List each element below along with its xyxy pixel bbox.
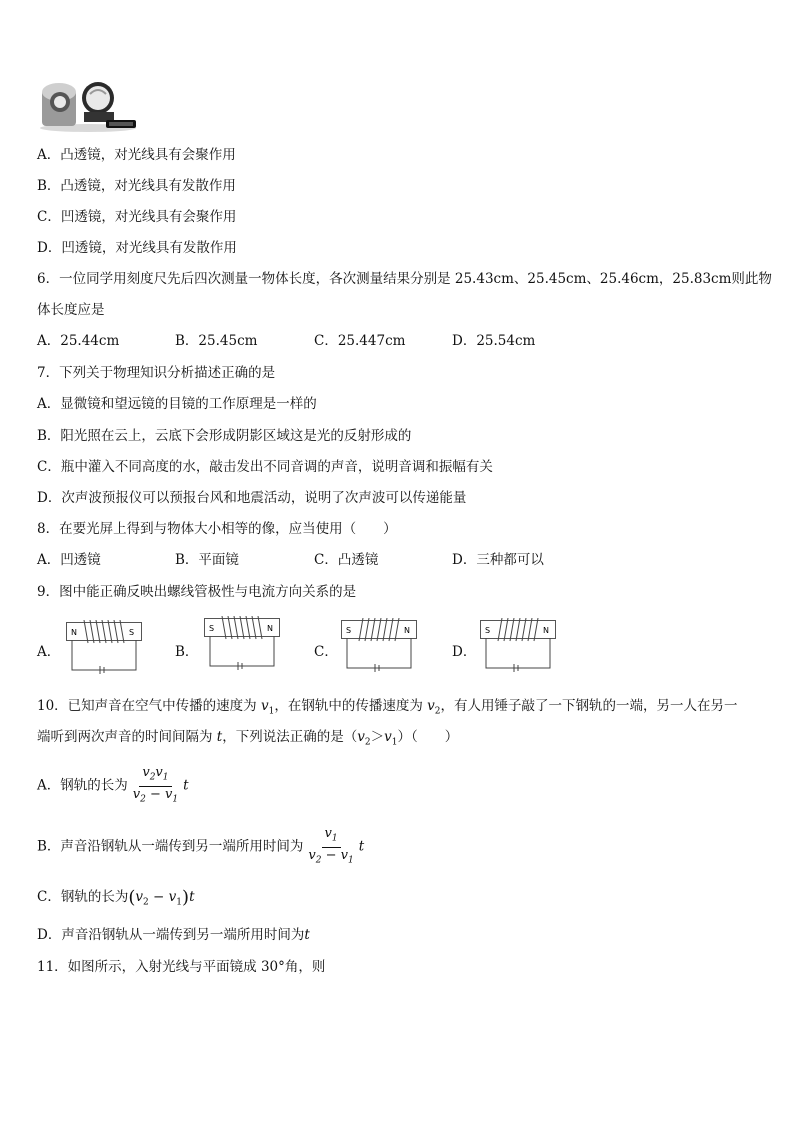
pole-right-a: S xyxy=(129,628,135,637)
q8-option-b: B．平面镜 xyxy=(175,552,239,568)
q9-diagram-a xyxy=(66,620,142,676)
q9-diagram-d xyxy=(480,618,556,674)
q9-diagram-b xyxy=(204,616,280,672)
q6-stem-line2: 体长度应是 xyxy=(37,302,105,318)
q9-label-b: B． xyxy=(175,644,199,660)
pole-right-d: N xyxy=(543,626,549,635)
q7-option-c: C．瓶中灌入不同高度的水，敲击发出不同音调的声音，说明音调和振幅有关 xyxy=(37,459,493,475)
q8-option-d: D．三种都可以 xyxy=(452,552,544,568)
q10-option-a: A．钢轨的长为 $\frac{v_2v_1}{v_2 - v_1}$ t xyxy=(37,765,189,805)
q5-option-b: B．凸透镜，对光线具有发散作用 xyxy=(37,178,236,194)
q10-option-b: B．声音沿钢轨从一端传到另一端所用时间为 $\frac{v_1}{v_2 - v_1}$ t xyxy=(37,826,365,866)
q11-stem: 11．如图所示，入射光线与平面镜成 30°角，则 xyxy=(37,959,326,975)
pole-right-b: N xyxy=(267,624,273,633)
q10-option-d: D．声音沿钢轨从一端传到另一端所用时间为t xyxy=(37,927,310,943)
lens-photo xyxy=(38,80,138,132)
q9-label-a: A． xyxy=(37,644,61,660)
q7-option-d: D．次声波预报仪可以预报台风和地震活动，说明了次声波可以传递能量 xyxy=(37,490,467,506)
q10-option-c: C．钢轨的长为$(v_2 - v_1)t$ xyxy=(37,887,195,908)
q7-option-a: A．显微镜和望远镜的目镜的工作原理是一样的 xyxy=(37,396,317,412)
q7-option-b: B．阳光照在云上，云底下会形成阴影区域这是光的反射形成的 xyxy=(37,428,412,444)
pole-left-b: S xyxy=(209,624,215,633)
q6-stem-line1: 6．一位同学用刻度尺先后四次测量一物体长度，各次测量结果分别是 25.43cm、25.45cm、25.46cm，25.83cm则此物 xyxy=(37,271,772,287)
q5-option-a: A．凸透镜，对光线具有会聚作用 xyxy=(37,147,236,163)
q5-option-d: D．凹透镜，对光线具有发散作用 xyxy=(37,240,237,256)
q8-options xyxy=(37,551,757,569)
q10-stem-line1: 10．已知声音在空气中传播的速度为 $v_1$，在钢轨中的传播速度为 $v_2$，有人用锤子敲了一下钢轨的一端，另一人在另一 xyxy=(37,698,738,717)
pole-right-c: N xyxy=(404,626,410,635)
pole-left-d: S xyxy=(485,626,491,635)
q6-option-a: A．25.44cm xyxy=(37,333,120,349)
q6-option-b: B．25.45cm xyxy=(175,333,258,349)
q10-stem-line2: 端听到两次声音的时间间隔为 t，下列说法正确的是$(v_2>v_1)$（ ） xyxy=(37,729,459,748)
q8-option-c: C．凸透镜 xyxy=(314,552,379,568)
q8-stem: 8．在要光屏上得到与物体大小相等的像，应当使用（ ） xyxy=(37,521,397,537)
q9-diagram-c xyxy=(341,618,417,674)
pole-left-c: S xyxy=(346,626,352,635)
pole-left-a: N xyxy=(71,628,77,637)
q9-label-d: D． xyxy=(452,644,477,660)
q6-option-c: C．25.447cm xyxy=(314,333,406,349)
q8-option-a: A．凹透镜 xyxy=(37,552,101,568)
q6-option-d: D．25.54cm xyxy=(452,333,536,349)
q7-stem: 7．下列关于物理知识分析描述正确的是 xyxy=(37,365,276,381)
q6-options xyxy=(37,332,757,350)
q9-label-c: C． xyxy=(314,644,338,660)
q9-stem: 9．图中能正确反映出螺线管极性与电流方向关系的是 xyxy=(37,584,357,600)
q5-option-c: C．凹透镜，对光线具有会聚作用 xyxy=(37,209,237,225)
